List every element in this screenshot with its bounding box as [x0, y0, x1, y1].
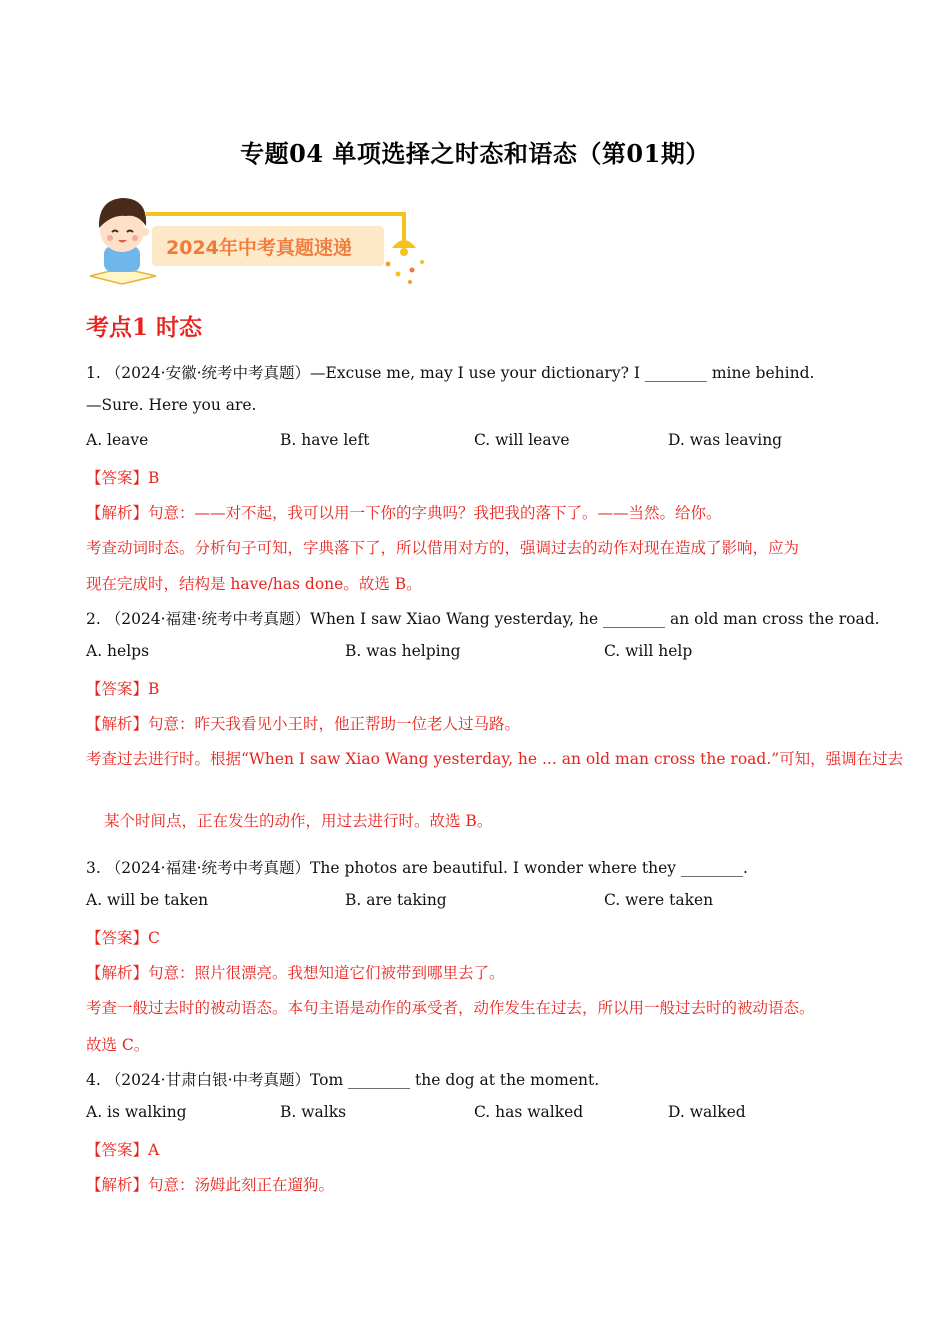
question-3-option-b: B. are taking: [345, 891, 447, 909]
question-3-analysis-line2: 考查一般过去时的被动语态。本句主语是动作的承受者，动作发生在过去，所以用一般过去时的被动语态。: [86, 999, 815, 1017]
question-1-analysis-line3: 现在完成时，结构是 have/has done。故选 B。: [86, 575, 422, 593]
question-1-option-c: C. will leave: [474, 431, 570, 449]
page-title: 专题04 单项选择之时态和语态（第01期）: [240, 139, 710, 168]
question-3-option-c: C. were taken: [604, 891, 714, 909]
question-3-analysis-line1: 【解析】句意：照片很漂亮。我想知道它们被带到哪里去了。: [86, 964, 505, 982]
question-1-option-a: A. leave: [86, 431, 149, 449]
question-1-option-d: D. was leaving: [668, 431, 783, 449]
banner: [86, 192, 431, 290]
question-2-analysis-line2: 考查过去进行时。根据“When I saw Xiao Wang yesterday, he ... an old man cross the road.”可知，强调在过去: [86, 750, 904, 768]
question-1-stem-line2: —Sure. Here you are.: [86, 396, 257, 414]
question-4-option-c: C. has walked: [474, 1103, 584, 1121]
question-1-stem: 1. （2024·安徽·统考中考真题）—Excuse me, may I use your dictionary? I ________ mine behind.: [86, 364, 815, 382]
question-1-option-b: B. have left: [280, 431, 370, 449]
banner-title: 2024年中考真题速递: [166, 237, 352, 259]
question-2-analysis-line1: 【解析】句意：昨天我看见小王时，他正帮助一位老人过马路。: [86, 715, 521, 733]
question-2-option-c: C. will help: [604, 642, 693, 660]
question-4-answer: 【答案】A: [86, 1141, 160, 1159]
question-2-option-a: A. helps: [86, 642, 150, 660]
question-4-option-b: B. walks: [280, 1103, 347, 1121]
section-heading: 考点1 时态: [86, 314, 203, 341]
question-2-option-b: B. was helping: [345, 642, 461, 660]
question-2-stem: 2. （2024·福建·统考中考真题）When I saw Xiao Wang yesterday, he ________ an old man cross the road.: [86, 610, 880, 628]
question-3-stem: 3. （2024·福建·统考中考真题）The photos are beautiful. I wonder where they ________.: [86, 859, 748, 877]
question-3-answer: 【答案】C: [86, 929, 160, 947]
question-1-analysis-line1: 【解析】句意：——对不起，我可以用一下你的字典吗？我把我的落下了。——当然。给你。: [86, 504, 722, 522]
question-1-analysis-line2: 考查动词时态。分析句子可知，字典落下了，所以借用对方的，强调过去的动作对现在造成了影响，应为: [86, 539, 800, 557]
question-2-analysis-line3: 某个时间点，正在发生的动作，用过去进行时。故选 B。: [104, 812, 493, 830]
question-3-analysis-line3: 故选 C。: [86, 1036, 150, 1054]
question-4-option-a: A. is walking: [86, 1103, 187, 1121]
question-1-answer: 【答案】B: [86, 469, 160, 487]
question-3-option-a: A. will be taken: [86, 891, 209, 909]
question-4-analysis-line1: 【解析】句意：汤姆此刻正在遛狗。: [86, 1176, 335, 1194]
question-4-stem: 4. （2024·甘肃白银·中考真题）Tom ________ the dog at the moment.: [86, 1071, 600, 1089]
question-2-answer: 【答案】B: [86, 680, 160, 698]
question-4-option-d: D. walked: [668, 1103, 746, 1121]
